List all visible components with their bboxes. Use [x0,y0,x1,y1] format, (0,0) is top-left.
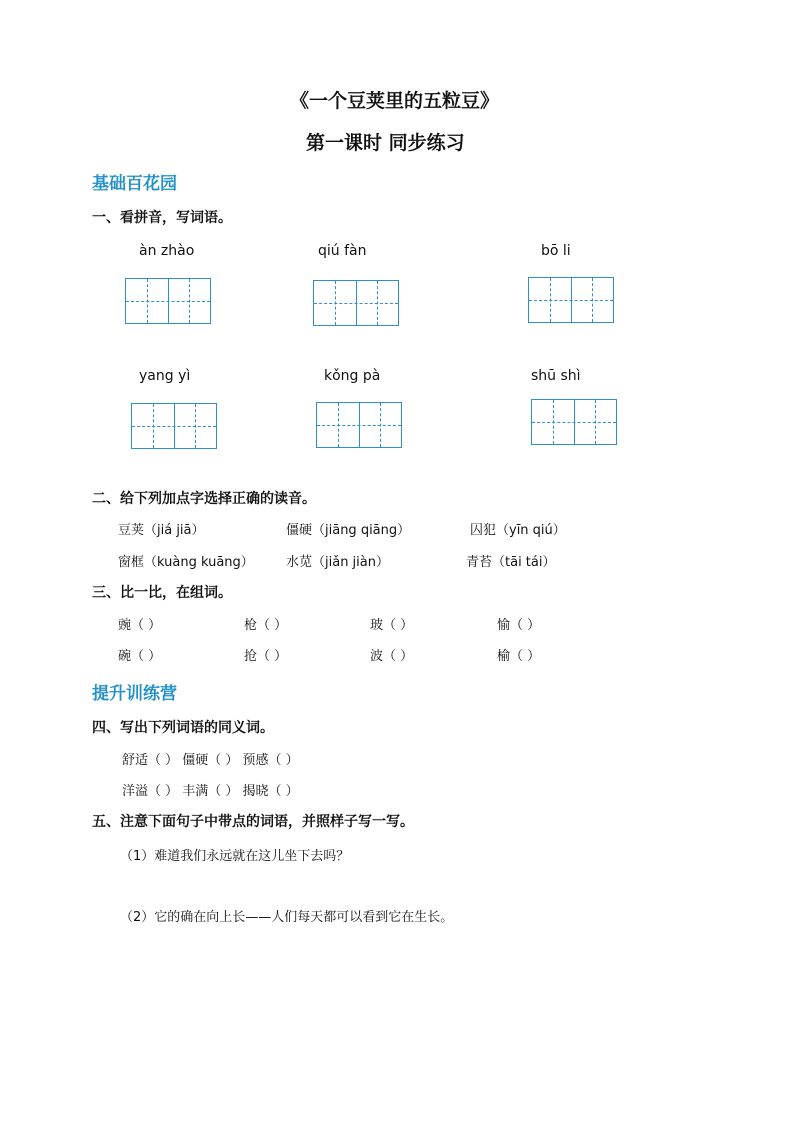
compare-item: 榆（ ） [497,649,541,664]
sentence-item: （2）它的确在向上长——人们每天都可以看到它在生长。 [120,910,454,925]
compare-item: 碗（ ） [118,649,162,664]
pinyin-label: kǒng pà [324,368,381,384]
pinyin-label: bō li [541,243,571,259]
question-4: 四、写出下列词语的同义词。 [92,720,274,736]
section-heading-basic: 基础百花园 [92,174,177,194]
pronunciation-item: 豆荚（jiá jiā） [118,523,205,538]
question-2: 二、给下列加点字选择正确的读音。 [92,491,316,507]
compare-item: 抢（ ） [244,649,288,664]
question-5: 五、注意下面句子中带点的词语，并照样子写一写。 [92,814,414,830]
pronunciation-item: 水苋（jiǎn jiàn） [286,555,389,570]
compare-item: 豌（ ） [118,618,162,633]
compare-item: 枪（ ） [244,618,288,633]
pinyin-label: qiú fàn [318,243,367,259]
writing-grid[interactable] [316,402,402,448]
pinyin-label: shū shì [531,368,581,384]
pronunciation-item: 囚犯（yīn qiú） [470,523,566,538]
writing-grid[interactable] [528,277,614,323]
sentence-item: （1）难道我们永远就在这儿坐下去吗？ [120,849,350,864]
pinyin-label: yang yì [139,368,191,384]
writing-grid[interactable] [313,280,399,326]
writing-grid[interactable] [125,278,211,324]
compare-item: 波（ ） [370,649,414,664]
writing-grid[interactable] [531,399,617,445]
question-1: 一、看拼音，写词语。 [92,210,232,226]
compare-item: 愉（ ） [497,618,541,633]
pronunciation-item: 窗框（kuàng kuāng） [118,555,254,570]
pronunciation-item: 僵硬（jiāng qiāng） [286,523,411,538]
compare-item: 玻（ ） [370,618,414,633]
section-heading-advanced: 提升训练营 [92,684,177,704]
doc-subtitle: 第一课时 同步练习 [306,132,465,154]
pinyin-label: àn zhào [139,243,195,259]
pronunciation-item: 青苔（tāi tái） [466,555,556,570]
writing-grid[interactable] [131,403,217,449]
synonym-row: 舒适（ ） 僵硬（ ） 预感（ ） [122,753,299,768]
synonym-row: 洋溢（ ） 丰满（ ） 揭晓（ ） [122,784,299,799]
question-3: 三、比一比，在组词。 [92,585,232,601]
doc-title: 《一个豆荚里的五粒豆》 [290,90,500,112]
